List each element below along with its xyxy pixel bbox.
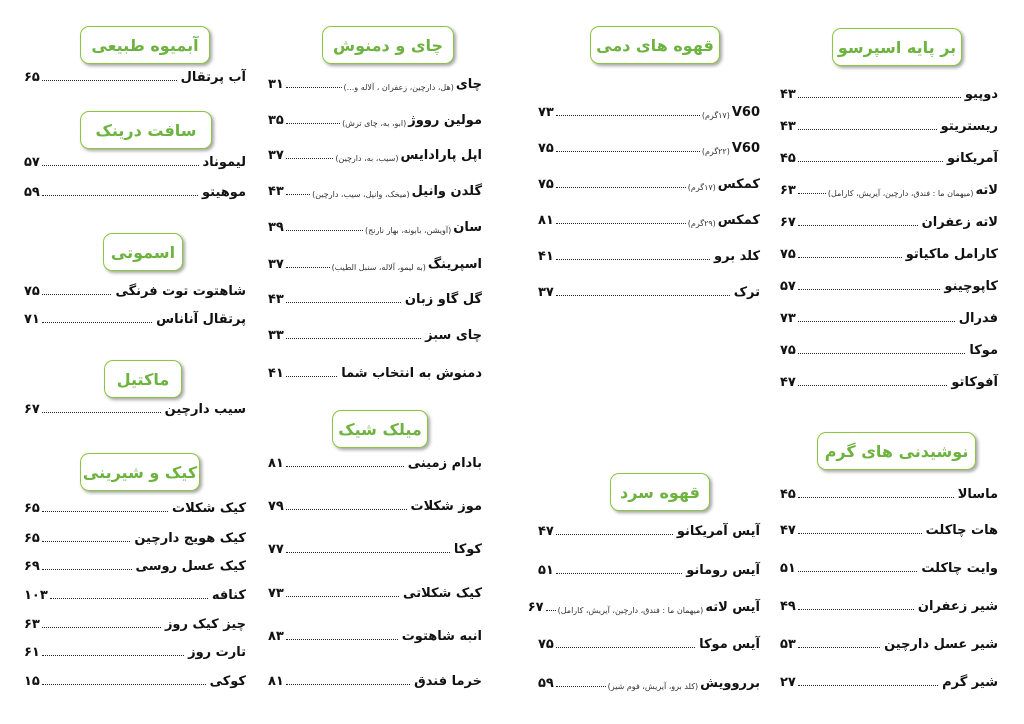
item-price: ۷۵ (538, 141, 554, 156)
menu-item (24, 281, 246, 299)
menu-item (24, 152, 246, 170)
item-name: آیس آمریکانو (676, 524, 760, 539)
item-price: ۵۱ (538, 563, 554, 578)
item-name: تارت روز (188, 645, 246, 660)
dot-leader (286, 596, 399, 597)
item-price: ۴۳ (268, 184, 284, 199)
dot-leader (42, 541, 130, 542)
menu-item (527, 597, 760, 615)
item-price: ۳۹ (268, 220, 284, 235)
item-price: ۳۱ (268, 77, 284, 92)
menu-item (24, 309, 246, 327)
item-price: ۷۱ (24, 312, 40, 327)
item-name: گل گاو زبان (404, 292, 482, 307)
menu-item (268, 181, 482, 199)
menu-item (780, 596, 998, 614)
item-price: ۴۷ (780, 523, 796, 538)
dot-leader (546, 610, 556, 611)
dot-leader (286, 194, 310, 195)
menu-item (780, 244, 998, 262)
menu-item (268, 254, 482, 272)
dot-leader (286, 230, 363, 231)
dot-leader (42, 569, 132, 570)
dot-leader (556, 647, 695, 648)
section-header-cold-coffee: قهوه سرد (610, 473, 710, 511)
menu-item (780, 558, 998, 576)
menu-item (268, 110, 482, 128)
item-name: کیک شکلاتی (403, 586, 482, 601)
item-price: ۴۳ (268, 292, 284, 307)
dot-leader (798, 533, 922, 534)
menu-item (538, 634, 760, 652)
item-name: پرتقال آناناس (156, 312, 246, 327)
item-price: ۳۳ (268, 328, 284, 343)
item-note: (هل، دارچین، زعفران ، آلاله و...) (343, 83, 454, 92)
item-name: کمکس (717, 177, 760, 192)
menu-item (268, 325, 482, 343)
menu-item (538, 521, 760, 539)
dot-leader (556, 187, 686, 188)
item-price: ۳۷ (538, 285, 554, 300)
dot-leader (42, 627, 161, 628)
dot-leader (798, 685, 938, 686)
menu-item (24, 67, 246, 85)
item-price: ۳۵ (268, 113, 284, 128)
item-note: (میهمان ما : فندق، دارچین، آیریش، کارامل) (557, 606, 704, 615)
menu-item (268, 289, 482, 307)
item-note: (سیب، به، دارچین) (335, 154, 399, 163)
item-note: (به لیمو، آلاله، سنبل الطیب) (331, 263, 426, 272)
section-header-soft-drink: سافت درینک (80, 111, 212, 149)
item-note: (میخک، وانیل، سیب، دارچین) (312, 190, 410, 199)
dot-leader (798, 257, 902, 258)
item-name: مولین رووژ (408, 113, 482, 128)
item-price: ۲۷ (780, 675, 796, 690)
dot-leader (286, 552, 450, 553)
dot-leader (42, 294, 112, 295)
item-note: (۱۷گرم) (701, 111, 730, 120)
item-price: ۷۳ (538, 105, 554, 120)
menu-item (538, 210, 760, 228)
item-price: ۵۹ (538, 676, 554, 691)
menu-item (24, 671, 246, 689)
menu-item (24, 642, 246, 660)
item-name: موز شکلات (410, 499, 482, 514)
dot-leader (286, 123, 340, 124)
item-price: ۴۳ (780, 87, 796, 102)
item-name: گلدن وانیل (411, 184, 482, 199)
section-header-juice: آبمیوه طبیعی (80, 26, 210, 64)
dot-leader (286, 158, 333, 159)
menu-item (780, 276, 998, 294)
dot-leader (286, 376, 337, 377)
item-price: ۷۳ (268, 586, 284, 601)
item-price: ۴۵ (780, 487, 796, 502)
menu-item (538, 673, 760, 691)
dot-leader (286, 302, 401, 303)
item-name: موکا (969, 343, 998, 358)
item-name: کوکی (209, 674, 246, 689)
item-price: ۶۵ (24, 70, 40, 85)
menu-item (268, 583, 482, 601)
dot-leader (286, 338, 421, 339)
item-price: ۱۰۳ (24, 588, 48, 603)
dot-leader (798, 161, 943, 162)
item-note: (۲۹گرم) (687, 219, 716, 228)
item-name: چای سبز (425, 328, 482, 343)
item-note: (کلد برو، آیریش، فوم شیر) (607, 682, 699, 691)
item-price: ۴۳ (780, 119, 796, 134)
section-header-milkshake: میلک شیک (332, 410, 428, 448)
item-name: آیس رومانو (686, 563, 760, 578)
menu-item (268, 626, 482, 644)
item-name: سان (453, 220, 482, 235)
dot-leader (798, 385, 948, 386)
item-name: آمریکانو (947, 151, 998, 166)
item-name: لیموناد (202, 155, 246, 170)
dot-leader (42, 322, 152, 323)
item-price: ۸۱ (268, 674, 284, 689)
item-name: شاهتوت توت فرنگی (115, 284, 246, 299)
dot-leader (556, 295, 730, 296)
item-name: موهیتو (202, 185, 246, 200)
menu-item (268, 539, 482, 557)
menu-item (780, 212, 998, 230)
item-price: ۶۷ (24, 402, 40, 417)
menu-item (780, 520, 998, 538)
item-price: ۳۷ (268, 148, 284, 163)
item-price: ۷۹ (268, 499, 284, 514)
item-price: ۸۳ (268, 629, 284, 644)
menu-item (24, 182, 246, 200)
menu-item (780, 484, 998, 502)
item-name: لاته زعفران (921, 215, 998, 230)
item-name: کمکس (717, 213, 760, 228)
dot-leader (798, 609, 914, 610)
item-name: کیک هویج دارچین (134, 531, 246, 546)
dot-leader (798, 193, 826, 194)
item-name: هات چاکلت (925, 523, 998, 538)
item-name: کیک عسل روسی (135, 559, 246, 574)
dot-leader (556, 223, 686, 224)
menu-item (780, 672, 998, 690)
dot-leader (556, 115, 700, 116)
dot-leader (798, 225, 918, 226)
dot-leader (798, 497, 954, 498)
section-header-espresso: بر پایه اسپرسو (832, 28, 962, 66)
item-name: آیس لاته (705, 600, 760, 615)
item-price: ۵۱ (780, 561, 796, 576)
dot-leader (798, 289, 941, 290)
item-name: اپل پارادایس (400, 148, 482, 163)
item-name: کوکا (453, 542, 482, 557)
item-price: ۶۱ (24, 645, 40, 660)
dot-leader (50, 598, 208, 599)
section-header-cocktail: ماکتیل (104, 360, 182, 398)
dot-leader (42, 655, 184, 656)
dot-leader (42, 165, 199, 166)
item-name: برروویش (700, 676, 760, 691)
item-name: بادام زمینی (407, 456, 482, 471)
menu-item (780, 340, 998, 358)
item-name: چای (455, 77, 482, 92)
menu-item (780, 84, 998, 102)
dot-leader (42, 195, 198, 196)
menu-item (24, 556, 246, 574)
item-price: ۶۷ (780, 215, 796, 230)
dot-leader (42, 412, 161, 413)
item-name: دوپیو (964, 87, 998, 102)
menu-item (538, 174, 760, 192)
section-header-brew-coffee: قهوه های دمی (590, 26, 720, 64)
menu-item (268, 363, 482, 381)
item-price: ۱۵ (24, 674, 40, 689)
item-price: ۷۵ (538, 637, 554, 652)
dot-leader (286, 87, 342, 88)
menu-item (268, 496, 482, 514)
item-price: ۸۱ (538, 213, 554, 228)
dot-leader (286, 509, 407, 510)
item-price: ۷۵ (538, 177, 554, 192)
menu-item (538, 560, 760, 578)
item-name: ترک (733, 285, 760, 300)
menu-item (538, 246, 760, 264)
menu-item (268, 145, 482, 163)
item-price: ۴۷ (538, 524, 554, 539)
dot-leader (42, 80, 177, 81)
item-name: کارامل ماکیاتو (905, 247, 998, 262)
menu-item (780, 308, 998, 326)
item-name: کاپوچینو (944, 279, 998, 294)
item-price: ۴۵ (780, 151, 796, 166)
menu-item (268, 453, 482, 471)
menu-item (538, 102, 760, 120)
menu-item (268, 74, 482, 92)
item-name: ماسالا (957, 487, 998, 502)
menu-item (24, 498, 246, 516)
item-name: انبه شاهتوت (401, 629, 482, 644)
item-name: سیب دارچین (164, 402, 246, 417)
section-header-hot-drinks: نوشیدنی های گرم (817, 432, 976, 470)
item-price: ۶۳ (780, 183, 796, 198)
item-price: ۵۳ (780, 637, 796, 652)
dot-leader (286, 466, 404, 467)
item-price: ۷۵ (24, 284, 40, 299)
item-name: آیس موکا (699, 637, 760, 652)
item-price: ۷۳ (780, 311, 796, 326)
item-price: ۶۹ (24, 559, 40, 574)
item-price: ۴۱ (538, 249, 554, 264)
dot-leader (798, 647, 880, 648)
dot-leader (798, 97, 961, 98)
dot-leader (286, 267, 330, 268)
menu-item (780, 148, 998, 166)
item-name: کیک شکلات (172, 501, 246, 516)
item-price: ۴۷ (780, 375, 796, 390)
item-price: ۸۱ (268, 456, 284, 471)
item-price: ۶۵ (24, 501, 40, 516)
menu-item (780, 180, 998, 198)
item-name: کنافه (211, 588, 246, 603)
dot-leader (286, 684, 410, 685)
menu-item (268, 217, 482, 235)
section-header-tea: چای و دمنوش (322, 26, 454, 64)
dot-leader (798, 571, 918, 572)
item-name: اسپرینگ (427, 257, 482, 272)
item-price: ۷۷ (268, 542, 284, 557)
menu-item (538, 282, 760, 300)
dot-leader (556, 686, 606, 687)
item-name: آفوکاتو (951, 375, 998, 390)
menu-item (780, 372, 998, 390)
item-name: شیر گرم (942, 675, 998, 690)
dot-leader (798, 129, 937, 130)
item-name: آب پرتقال (180, 70, 246, 85)
dot-leader (556, 534, 673, 535)
item-name: دمنوش به انتخاب شما (341, 366, 482, 381)
item-note: (آویشن، بابونه، بهار نارنج) (364, 226, 452, 235)
menu-item (780, 634, 998, 652)
item-price: ۶۳ (24, 617, 40, 632)
item-price: ۷۵ (780, 343, 796, 358)
item-note: (میهمان ما : فندق، دارچین، آیریش، کارامل) (827, 189, 974, 198)
dot-leader (556, 573, 682, 574)
item-note: (۲۲گرم) (701, 147, 730, 156)
item-name: وایت چاکلت (921, 561, 998, 576)
item-name: فدرال (958, 311, 998, 326)
item-name: شیر زعفران (917, 599, 998, 614)
item-name: شیر عسل دارچین (884, 637, 998, 652)
item-note: (ابو، به، چای ترش) (342, 119, 407, 128)
dot-leader (42, 511, 168, 512)
dot-leader (556, 259, 710, 260)
item-price: ۴۹ (780, 599, 796, 614)
dot-leader (286, 639, 398, 640)
menu-item (24, 614, 246, 632)
menu-item (24, 528, 246, 546)
item-price: ۵۷ (24, 155, 40, 170)
menu-item (538, 138, 760, 156)
item-price: ۳۷ (268, 257, 284, 272)
item-price: ۶۷ (527, 600, 544, 615)
menu-item (268, 671, 482, 689)
menu-item (24, 399, 246, 417)
dot-leader (798, 321, 955, 322)
dot-leader (42, 684, 206, 685)
menu-item (24, 585, 246, 603)
item-name: لاته (975, 183, 998, 198)
item-price: ۵۹ (24, 185, 40, 200)
item-name: ریستریتو (940, 119, 998, 134)
item-price: ۵۷ (780, 279, 796, 294)
item-price: ۴۱ (268, 366, 284, 381)
item-price: ۷۵ (780, 247, 796, 262)
menu-item (780, 116, 998, 134)
item-note: (۱۷گرم) (687, 183, 716, 192)
item-name: V60 (731, 141, 760, 156)
item-price: ۶۵ (24, 531, 40, 546)
section-header-smoothie: اسموتی (103, 233, 183, 271)
dot-leader (798, 353, 965, 354)
item-name: خرما فندق (414, 674, 482, 689)
item-name: کلد برو (714, 249, 760, 264)
item-name: چیز کیک روز (164, 617, 246, 632)
dot-leader (556, 151, 700, 152)
item-name: V60 (731, 105, 760, 120)
section-header-cake: کیک و شیرینی (80, 453, 200, 491)
